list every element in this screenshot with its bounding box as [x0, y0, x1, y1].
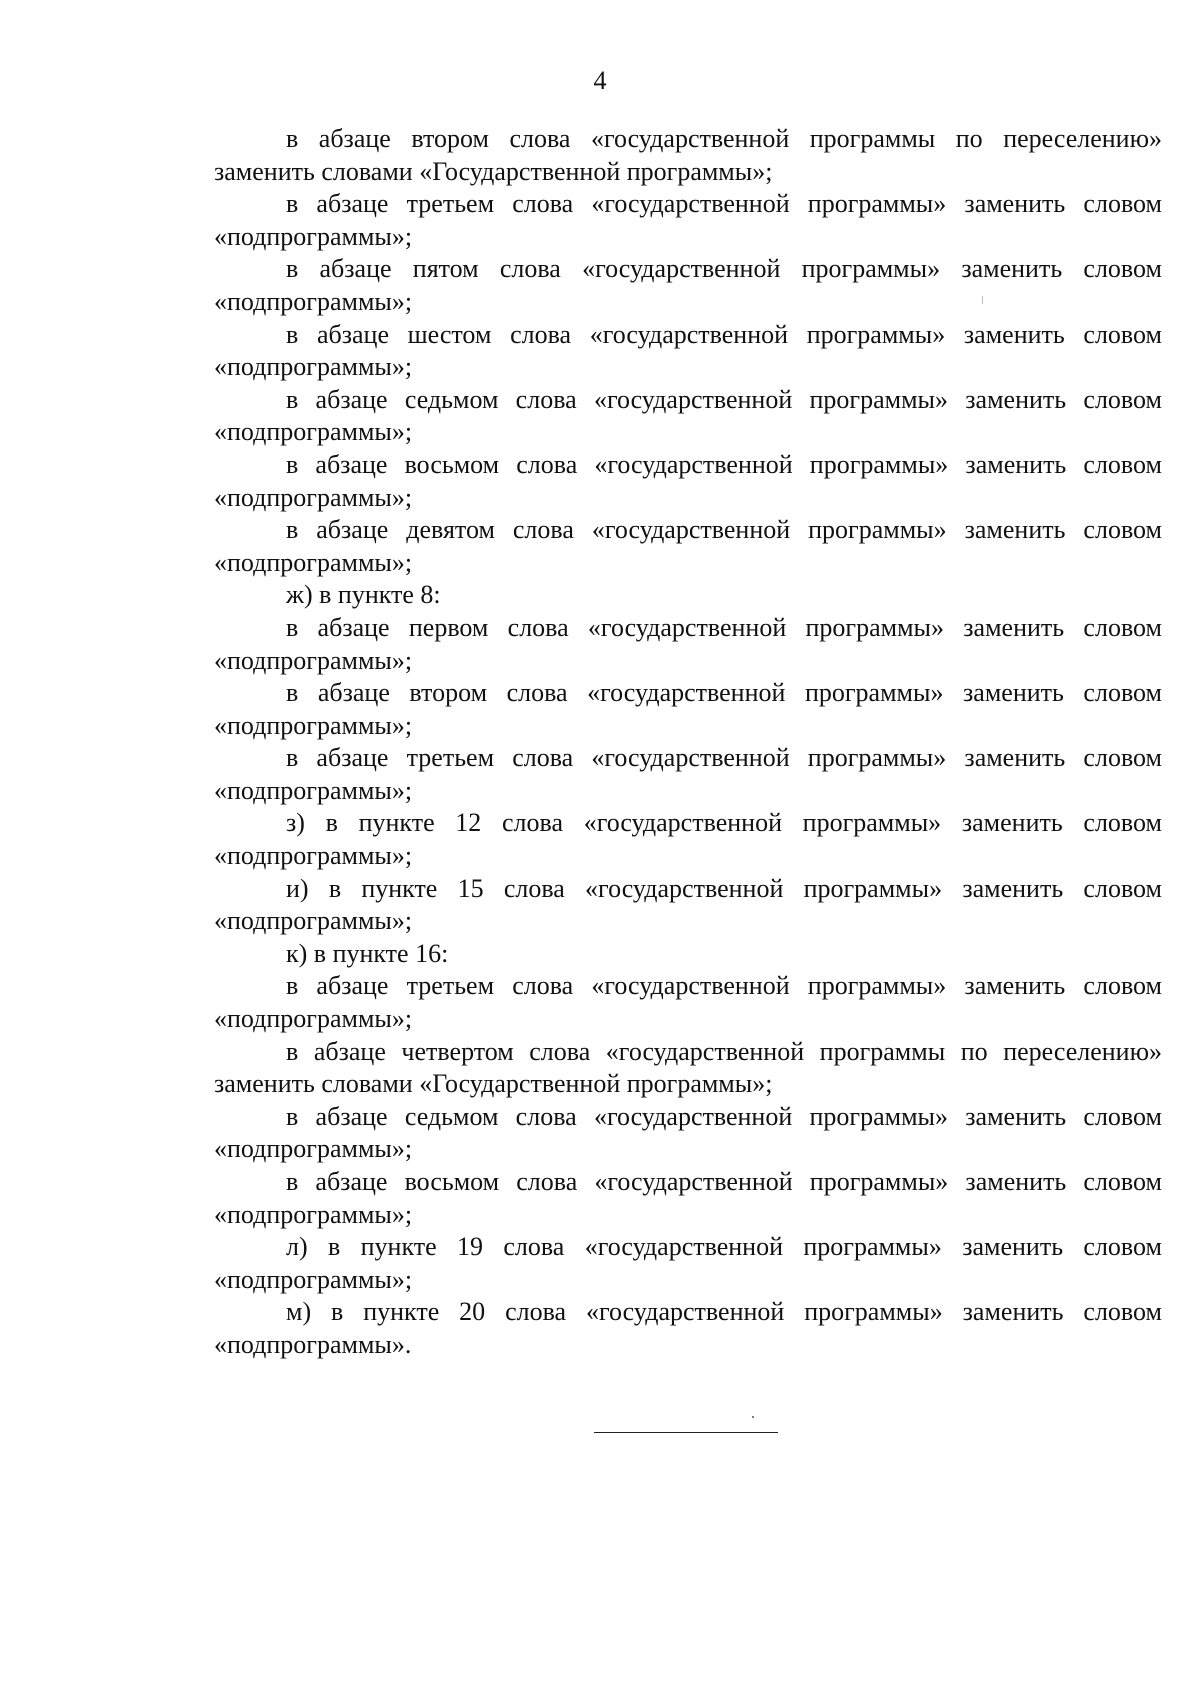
paragraph: в абзаце девятом слова «государственной программы» заменить словом «подпрограммы»; [214, 515, 1162, 577]
paragraph: в абзаце четвертом слова «государственной программы по переселению» заменить словами «Государственной программы»; [214, 1036, 1162, 1099]
paragraph: в абзаце шестом слова «государственной программы» заменить словом «подпрограммы»; [214, 319, 1162, 382]
paragraph: в абзаце пятом слова «государственной программы» заменить словом «подпрограммы»; [214, 254, 1162, 316]
paragraph: в абзаце восьмом слова «государственной программы» заменить словом «подпрограммы»; [214, 1167, 1162, 1229]
scan-speck [752, 1416, 754, 1418]
paragraph: з) в пункте 12 слова «государственной программы» заменить словом «подпрограммы»; [214, 808, 1162, 871]
paragraph: в абзаце седьмом слова «государственной программы» заменить словом «подпрограммы»; [214, 384, 1162, 447]
paragraph: в абзаце втором слова «государственной программы по переселению» заменить словами «Государственной программы»; [214, 124, 1162, 186]
paragraph: к) в пункте 16: [286, 938, 449, 968]
page-number: 4 [593, 66, 607, 95]
end-of-document-rule [594, 1432, 778, 1433]
paragraph: в абзаце первом слова «государственной программы» заменить словом «подпрограммы»; [214, 612, 1162, 675]
paragraph: в абзаце втором слова «государственной программы» заменить словом «подпрограммы»; [214, 678, 1162, 740]
scan-speck [982, 296, 983, 304]
paragraph: ж) в пункте 8: [286, 580, 441, 610]
paragraph: в абзаце восьмом слова «государственной программы» заменить словом «подпрограммы»; [214, 449, 1162, 512]
paragraph: в абзаце третьем слова «государственной программы» заменить словом «подпрограммы»; [214, 189, 1162, 251]
paragraph: в абзаце третьем слова «государственной программы» заменить словом «подпрограммы»; [214, 743, 1162, 805]
paragraph: в абзаце седьмом слова «государственной программы» заменить словом «подпрограммы»; [214, 1101, 1162, 1164]
paragraph: м) в пункте 20 слова «государственной программы» заменить словом «подпрограммы». [214, 1297, 1162, 1359]
paragraph: л) в пункте 19 слова «государственной программы» заменить словом «подпрограммы»; [214, 1232, 1162, 1294]
paragraph: и) в пункте 15 слова «государственной программы» заменить словом «подпрограммы»; [214, 873, 1162, 936]
paragraph: в абзаце третьем слова «государственной программы» заменить словом «подпрограммы»; [214, 971, 1162, 1034]
document-body [214, 123, 1162, 1362]
